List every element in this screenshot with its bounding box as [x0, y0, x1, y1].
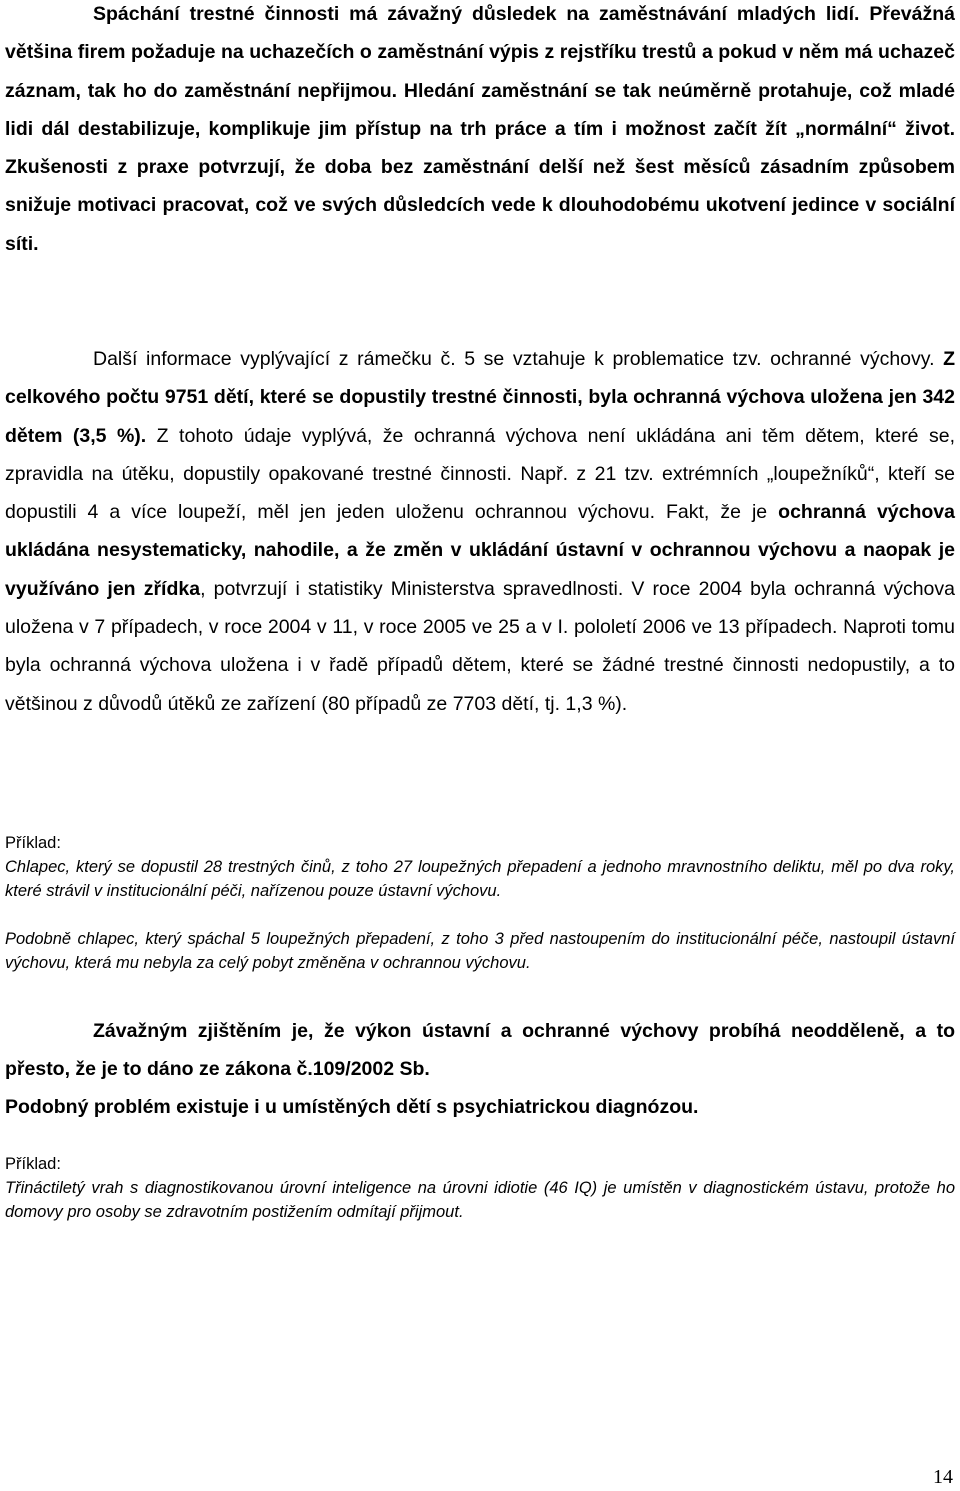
paragraph-protective-education [5, 340, 955, 723]
example-text: Podobně chlapec, který spáchal 5 loupežných přepadení, z toho 3 před nastoupením do institucionální péče, nastoupil ústavní výchovu, která mu nebyla za celý pobyt změněna v ochrannou výchovu. [5, 930, 955, 972]
example-text: Chlapec, který se dopustil 28 trestných činů, z toho 27 loupežných přepadení a jednoho mravnostního deliktu, měl po dva roky, které strávil v institucionální péči, nařízenou pouze ústavní výchovu. [5, 858, 955, 900]
paragraph-text: Další informace vyplývající z rámečku č. 5 se vztahuje k problematice tzv. ochranné výchovy. [93, 348, 944, 370]
paragraph-text: Spáchání trestné činnosti má závažný důsledek na zaměstnávání mladých lidí. Převážná většina firem požaduje na uchazečích o zaměstnání výpis z rejstříku trestů a pokud v něm má uchazeč záznam, tak ho do zaměstnání nepřijmou. Hledání zaměstnání se tak neúměrně protahuje, což mladé lidi dál destabilizuje, komplikuje jim přístup na trh práce a tím i možnost začít žít „normální“ život. Zkušenosti z praxe potvrzují, že doba bez zaměstnání delší než šest měsíců zásadním způsobem snižuje motivaci pracovat, což ve svých důsledcích vede k dlouhodobému ukotvení jedince v sociální síti. [5, 3, 955, 255]
paragraph-bold-text: ochranná výchova ukládána nesystematicky, nahodile, a že změn v ukládání ústavní v ochrannou výchovu a naopak je využíváno jen zřídka [5, 501, 956, 600]
paragraph-text: , potvrzují i statistiky Ministerstva spravedlnosti. V roce 2004 byla ochranná výchova uložena v 7 případech, v roce 2004 v 11, v roce 2005 ve 25 a v I. pololetí 2006 ve 13 případech. Naproti tomu byla ochranná výchova uložena i v řadě případů dětem, které se žádné trestné činnosti nedopustily, a to většinou z důvodů útěků ze zařízení (80 případů ze 7703 dětí, tj. 1,3 %). [5, 577, 955, 715]
page-number: 14 [933, 1466, 953, 1488]
example-heading: Příklad: [5, 834, 61, 852]
paragraph-text: Z tohoto údaje vyplývá, že ochranná výchova není ukládána ani těm dětem, které se, zpravidla na útěku, dopustily opakované trestné činnosti. Např. z 21 tzv. extrémních „loupežníků“, kteří se dopustili 4 a více loupeží, měl jen jeden uloženu ochrannou výchovu. Fakt, že je [5, 424, 956, 524]
example-heading: Příklad: [5, 1155, 61, 1173]
example-text: Třináctiletý vrah s diagnostikovanou úrovní inteligence na úrovni idiotie (46 IQ) je umístěn v diagnostickém ústavu, protože ho domovy pro osoby se zdravotním postižením odmítají přijmout. [5, 1179, 955, 1221]
paragraph-bold-text: Z celkového počtu 9751 dětí, které se dopustily trestné činnosti, byla ochranná výchova uložena jen 342 dětem (3,5 %). [5, 348, 955, 447]
paragraph-employment-consequences [5, 0, 955, 263]
paragraph-psychiatric: Podobný problém existuje i u umístěných dětí s psychiatrickou diagnózou. [5, 1096, 699, 1118]
paragraph-finding: Závažným zjištěním je, že výkon ústavní a ochranné výchovy probíhá neodděleně, a to přesto, že je to dáno ze zákona č.109/2002 Sb. [5, 1020, 955, 1081]
